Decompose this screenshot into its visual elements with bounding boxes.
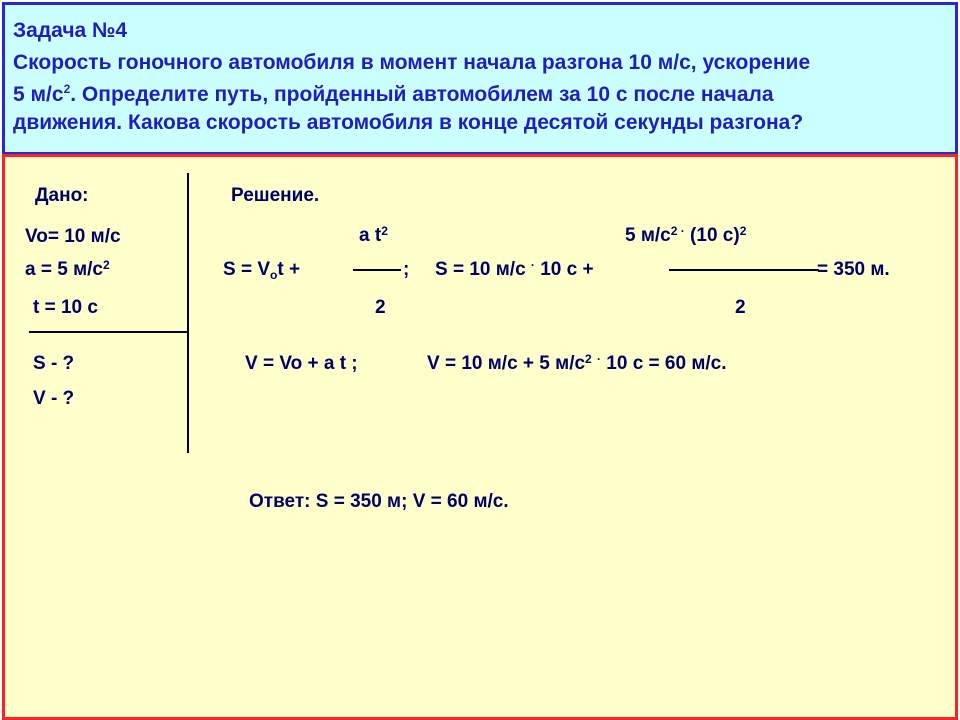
formula2-denominator: 2 [735, 297, 746, 318]
find-v: V - ? [33, 388, 75, 409]
formula1-numerator: a $t^2$ [359, 224, 388, 246]
formula2-result: = 350 м. [817, 259, 890, 280]
task-text-line-1: Скорость гоночного автомобиля в момент начала разгона 10 м/с, ускорение [13, 51, 811, 74]
formula1-fraction-bar [353, 269, 401, 271]
solution-heading: Решение. [231, 185, 320, 206]
find-s: S - ? [33, 353, 75, 374]
task-text-line-3: движения. Какова скорость автомобиля в конце десятой секунды разгона? [13, 111, 804, 134]
task-text-line-2: 5 $м/с^2$. Определите путь, пройденный автомобилем за 10 с после начала [13, 82, 774, 106]
formula2-fraction-bar [669, 269, 819, 271]
given-a: a = 5 $м/с^2$ [25, 258, 110, 280]
task-title: Задача №4 [13, 19, 128, 42]
answer: Ответ: S = 350 м; V = 60 м/с. [249, 491, 509, 512]
formula2-numerator: 5 $м/с^{2 \cdot}$ (10 с)$^2$ [625, 224, 747, 246]
formula1-lhs: $S = V_ot$ + [223, 259, 301, 282]
formula1-denominator: 2 [375, 297, 386, 318]
formula2-lhs: S = 10 м/с · 10 с + [435, 258, 594, 280]
given-vertical-divider [187, 173, 189, 453]
given-v0: Vo= 10 м/с [25, 226, 121, 247]
task-header-panel [2, 2, 958, 155]
velocity-calculation: V = 10 м/с + 5 $м/с^2$ · 10 с = 60 м/с. [427, 352, 727, 374]
given-heading: Дано: [35, 185, 89, 206]
formula1-semicolon: ; [403, 259, 410, 280]
given-horizontal-divider [29, 331, 189, 333]
solution-panel [2, 154, 958, 720]
given-t: t = 10 с [33, 297, 98, 318]
velocity-formula: V = Vo + a t ; [245, 353, 358, 374]
